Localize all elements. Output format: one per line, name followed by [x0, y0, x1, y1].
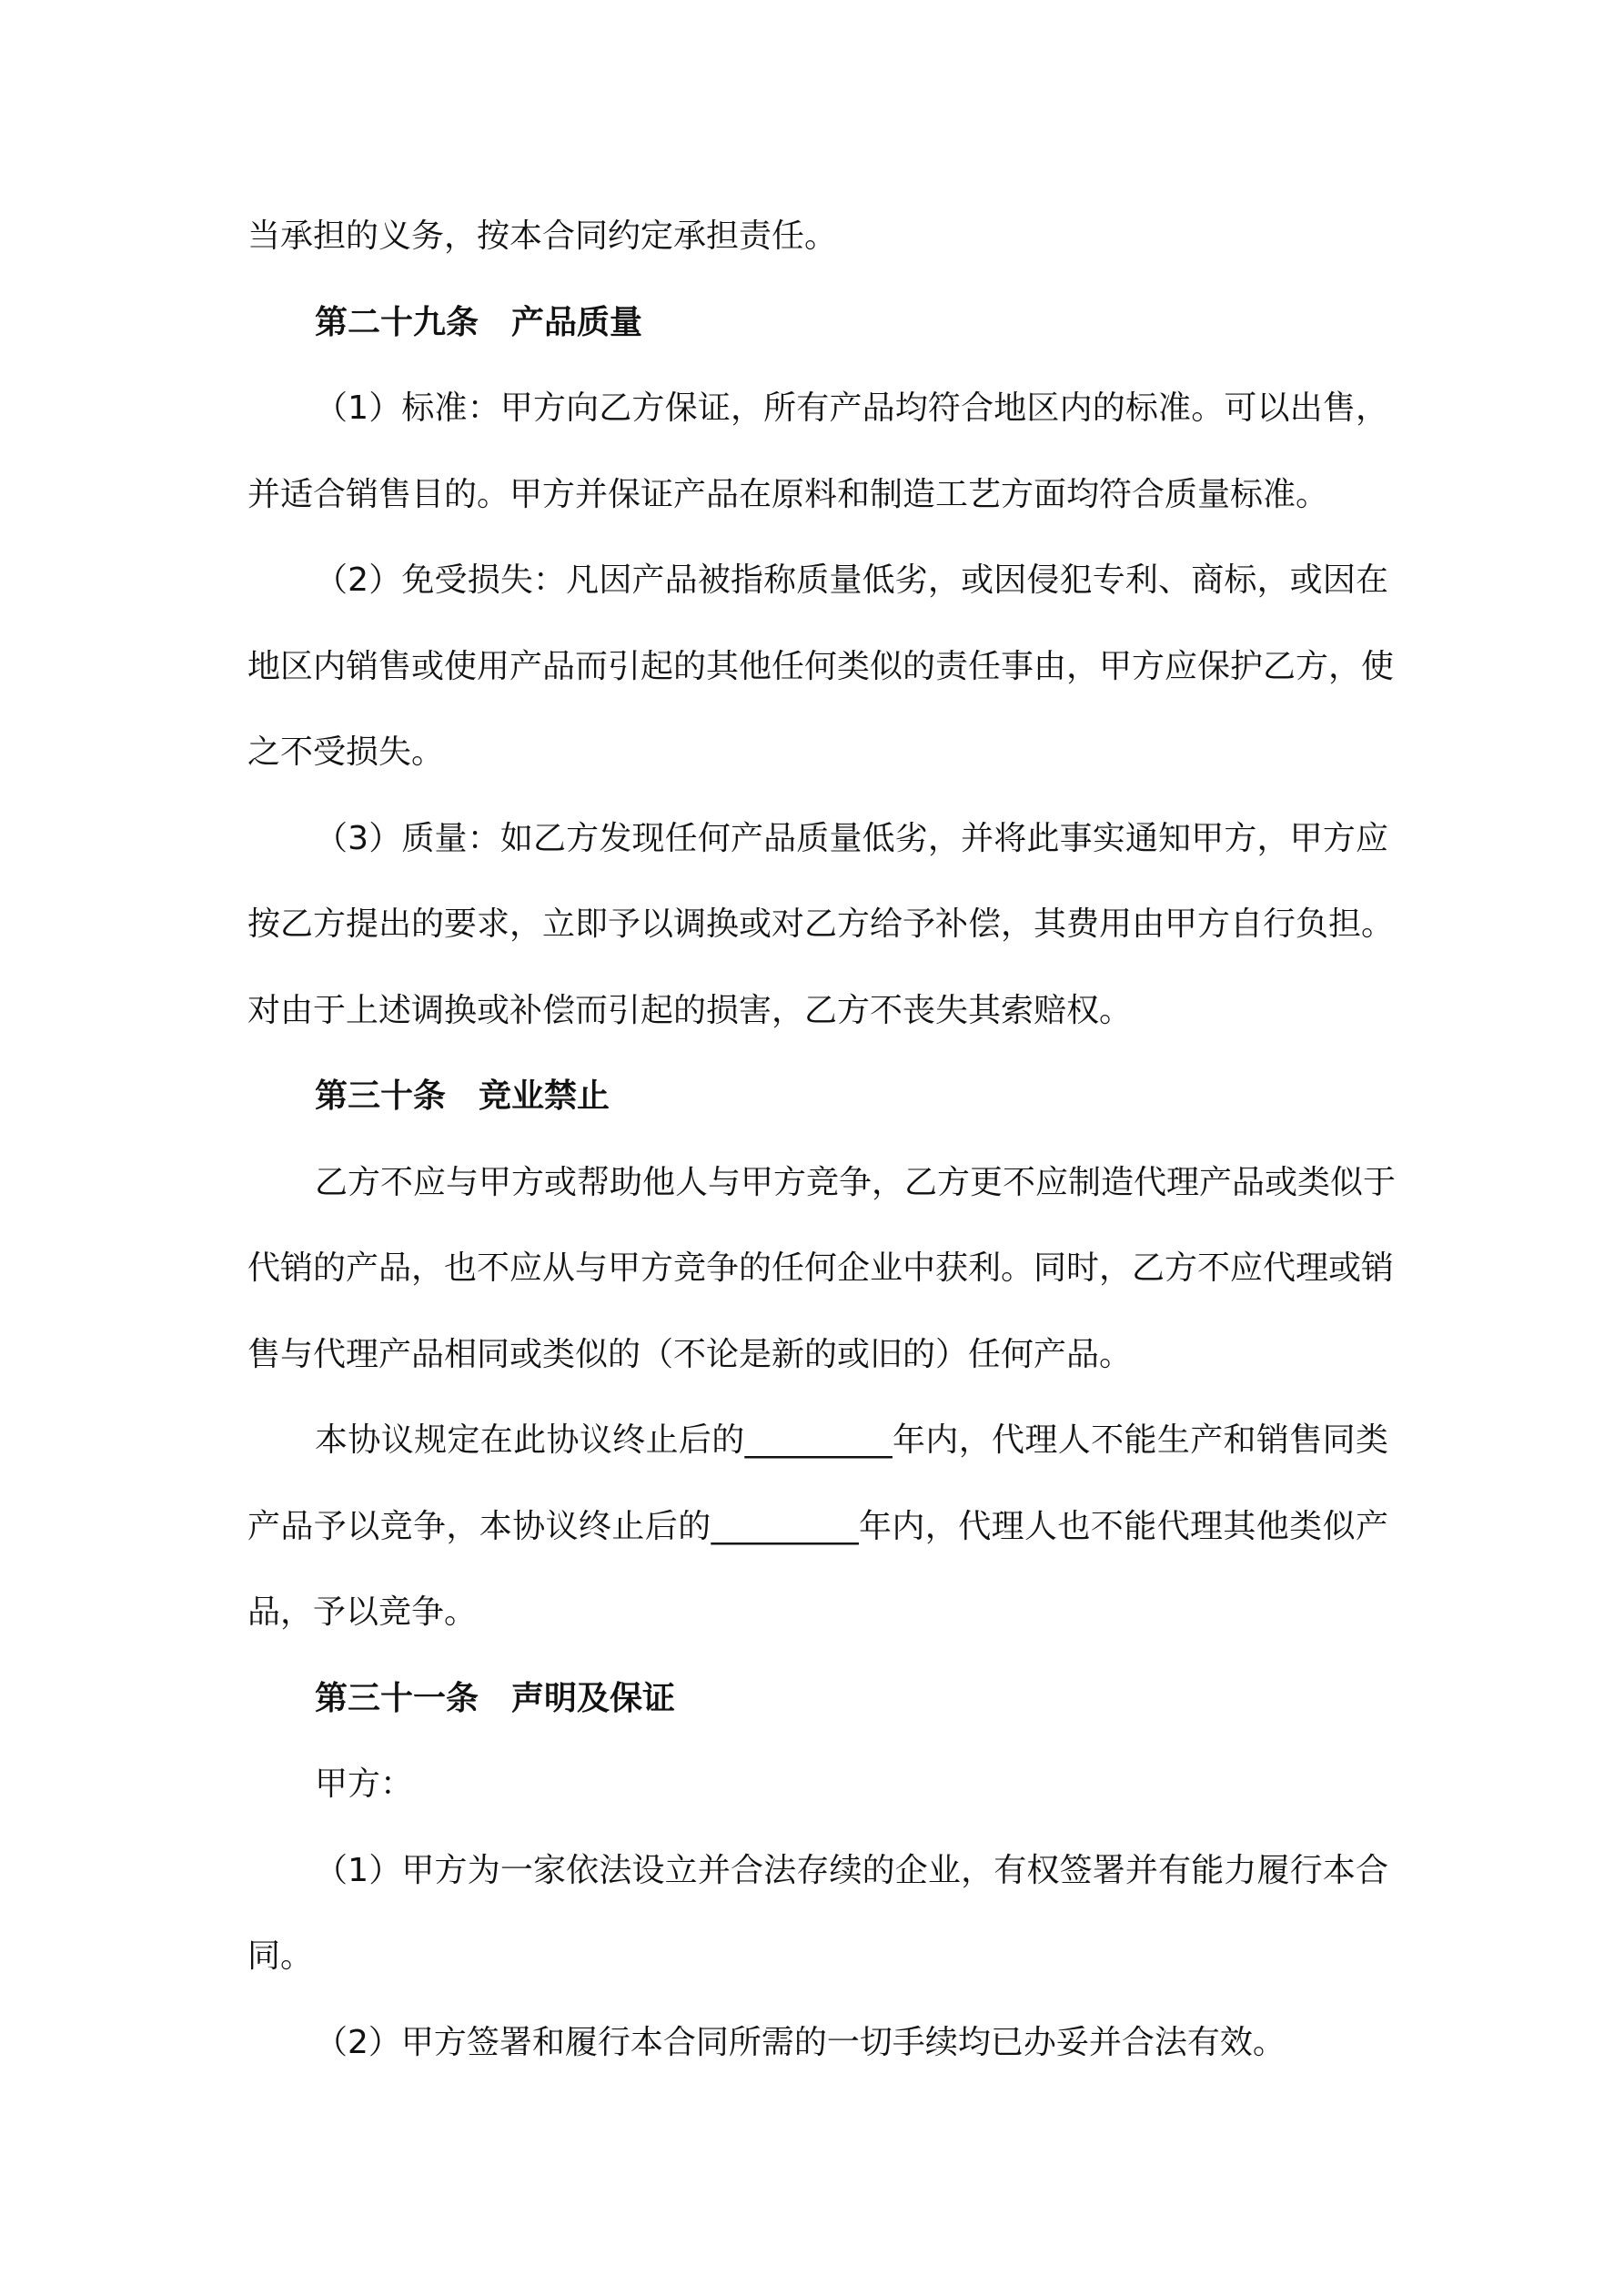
text-line: 当承担的义务，按本合同约定承担责任。: [247, 217, 838, 255]
text-line: （1）标准：甲方向乙方保证，所有产品均符合地区内的标准。可以出售，: [315, 389, 1388, 427]
section-heading: 第三十一条 声明及保证: [315, 1679, 676, 1717]
text-line: 之不受损失。: [247, 733, 445, 771]
document-body: [247, 194, 1397, 2086]
text-line: 售与代理产品相同或类似的（不论是新的或旧的）任何产品。: [247, 1335, 1133, 1373]
text-line: 甲方：: [315, 1765, 414, 1803]
text-line: （2）甲方签署和履行本合同所需的一切手续均已办妥并合法有效。: [315, 2023, 1286, 2061]
text-line: （3）质量：如乙方发现任何产品质量低劣，并将此事实通知甲方，甲方应: [315, 819, 1388, 857]
section-heading: 第二十九条 产品质量: [315, 303, 643, 341]
text-line: 产品予以竞争，本协议终止后的_________年内，代理人也不能代理其他类似产: [247, 1507, 1388, 1545]
text-line: 代销的产品，也不应从与甲方竞争的任何企业中获利。同时，乙方不应代理或销: [247, 1249, 1395, 1287]
text-line: 按乙方提出的要求，立即予以调换或对乙方给予补偿，其费用由甲方自行负担。: [247, 905, 1395, 943]
text-line: 品，予以竞争。: [247, 1593, 478, 1631]
text-line: （2）免受损失：凡因产品被指称质量低劣，或因侵犯专利、商标，或因在: [315, 561, 1388, 599]
text-line: 乙方不应与甲方或帮助他人与甲方竞争，乙方更不应制造代理产品或类似于: [315, 1163, 1397, 1201]
text-line: 并适合销售目的。甲方并保证产品在原料和制造工艺方面均符合质量标准。: [247, 475, 1329, 513]
text-line: （1）甲方为一家依法设立并合法存续的企业，有权签署并有能力履行本合: [315, 1851, 1388, 1889]
section-heading: 第三十条 竞业禁止: [315, 1077, 610, 1115]
text-line: 对由于上述调换或补偿而引起的损害，乙方不丧失其索赔权。: [247, 991, 1133, 1029]
text-line: 本协议规定在此协议终止后的_________年内，代理人不能生产和销售同类: [315, 1421, 1388, 1459]
text-line: 地区内销售或使用产品而引起的其他任何类似的责任事由，甲方应保护乙方，使: [247, 647, 1395, 685]
text-line: 同。: [247, 1937, 314, 1975]
